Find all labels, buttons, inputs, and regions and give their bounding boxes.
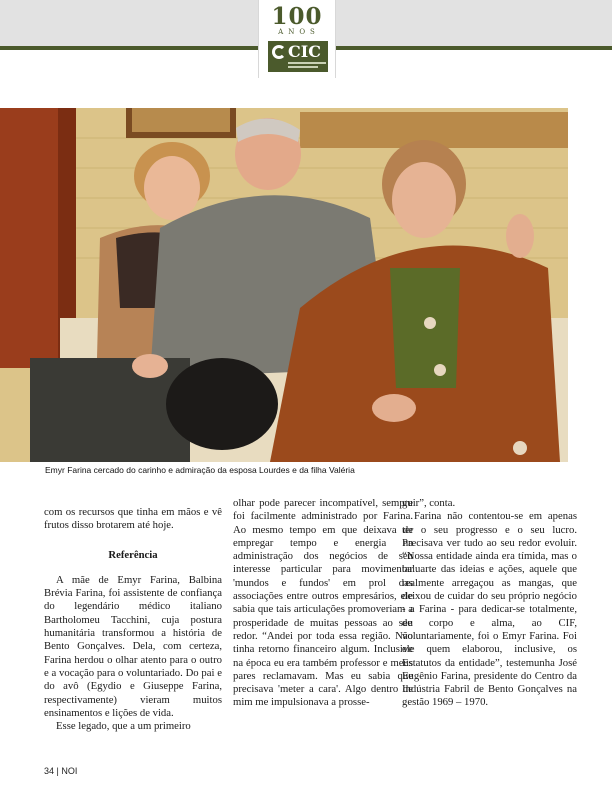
article-column-1 — [44, 506, 222, 733]
section-heading: Referência — [108, 548, 158, 561]
paragraph: Esse legado, que a um primeiro — [56, 720, 191, 733]
paragraph: Farina não contentou-se em apenas ter o seu progresso e o seu lucro. Precisava ver tudo ao seu redor evoluir. “Nossa entidade ainda era tímida, mas o baluarte das ideias e ações, aquele que realmente arregaçou as mangas, que deixou de cuidar do seu próprio negócio - a Farina - para dedicar-se totalmente, de corpo e alma, ao CIF, voluntariamente, foi o Emyr Farina. Foi ele quem elaborou, inclusive, os Estatutos da entidade”, testemunha José Eugênio Farina, presidente do Centro da Indústria Fabril de Bento Gonçalves na gestão 1969 – 1970. — [402, 510, 577, 709]
magazine-name: NOI — [61, 766, 78, 776]
paragraph: olhar pode parecer incompatível, sempre foi facilmente administrado por Farina. Ao mesmo tempo em que deixava de empregar tempo e energia na administração dos negócios de seu interesse particular para movimentar 'mundos e fundos' em prol das associações entre outros empresários, ele sabia que tais articulações promoveriam a prosperidade de muitas pessoas ao seu redor. “Andei por toda essa região. Não tinha retorno financeiro algum. Inclusive na época eu era também professor e meus pares reclamavam. Mas eu sabia que precisava 'meter a cara'. Algo dentro de mim me impulsionava a prosse- — [233, 497, 413, 709]
logo-badge — [268, 41, 328, 72]
page-footer — [44, 766, 77, 776]
photo-illustration — [0, 108, 568, 462]
article-column-2 — [233, 497, 413, 710]
logo-number: 100 — [271, 3, 323, 30]
paragraph: com os recursos que tinha em mãos e vê frutos disso brotarem até hoje. — [44, 506, 222, 532]
photo-caption: Emyr Farina cercado do carinho e admiração da esposa Lourdes e da filha Valéria — [45, 465, 355, 475]
cic-100-anos-logo — [258, 0, 336, 78]
logo-anos: ANOS — [278, 28, 320, 36]
footer-separator: | — [56, 766, 59, 776]
page-number: 34 — [44, 766, 55, 776]
logo-brand: CIC — [288, 42, 321, 61]
paragraph: guir”, conta. — [402, 497, 456, 509]
cic-mark-icon — [272, 45, 286, 59]
paragraph: A mãe de Emyr Farina, Balbina Brévia Farina, foi assistente de confiança do legendário médico italiano Bartholomeu Tacchini, cuja postura humanitária transformou a história de Bento Gonçalves. Dela, com certeza, Farina herdou o olhar atento para o outro e a vocação para o voluntariado. Do pai e do avô (Egydio e Giuseppe Farina, respectivamente) vieram muitos ensinamentos e lições de vida. — [44, 573, 222, 719]
family-photo — [0, 108, 568, 462]
article-column-3 — [402, 497, 577, 710]
